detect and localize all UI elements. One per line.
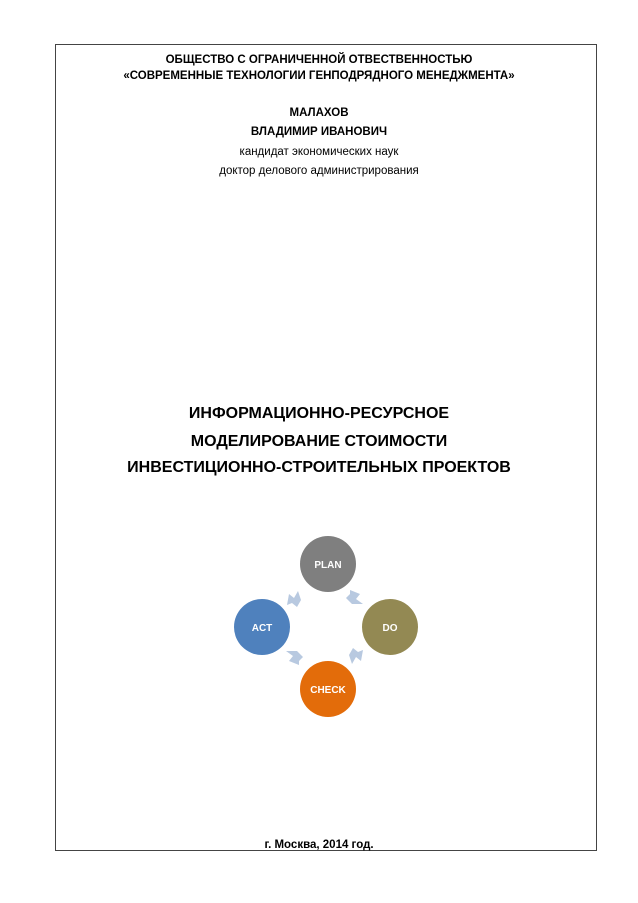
author-name: ВЛАДИМИР ИВАНОВИЧ [250, 126, 388, 138]
cycle-arrow-plan-to-do [346, 590, 363, 604]
author-degree: кандидат экономических наук [239, 146, 399, 158]
author-title: доктор делового администрирования [219, 165, 419, 177]
cycle-arrow-act-to-plan [287, 591, 301, 607]
document-title-line1: ИНФОРМАЦИОННО-РЕСУРСНОЕ [188, 405, 450, 422]
author-surname: МАЛАХОВ [289, 107, 349, 119]
cycle-arrow-do-to-check [349, 648, 363, 664]
cycle-node-do-label: DO [382, 623, 398, 634]
pdca-cycle-diagram [222, 528, 428, 728]
publication-place-date: г. Москва, 2014 год. [264, 839, 374, 851]
cycle-arrow-check-to-act [286, 651, 303, 665]
cycle-node-act-label: ACT [251, 623, 273, 634]
cycle-node-plan-label: PLAN [314, 560, 342, 571]
document-title-line2: МОДЕЛИРОВАНИЕ СТОИМОСТИ [190, 433, 448, 450]
organization-name-line2: «СОВРЕМЕННЫЕ ТЕХНОЛОГИИ ГЕНПОДРЯДНОГО МЕНЕДЖМЕНТА» [123, 70, 515, 82]
cycle-node-check-label: CHECK [310, 685, 346, 696]
document-title-line3: ИНВЕСТИЦИОННО-СТРОИТЕЛЬНЫХ ПРОЕКТОВ [127, 459, 511, 476]
organization-name-line1: ОБЩЕСТВО С ОГРАНИЧЕННОЙ ОТВЕСТВЕННОСТЬЮ [165, 54, 473, 66]
